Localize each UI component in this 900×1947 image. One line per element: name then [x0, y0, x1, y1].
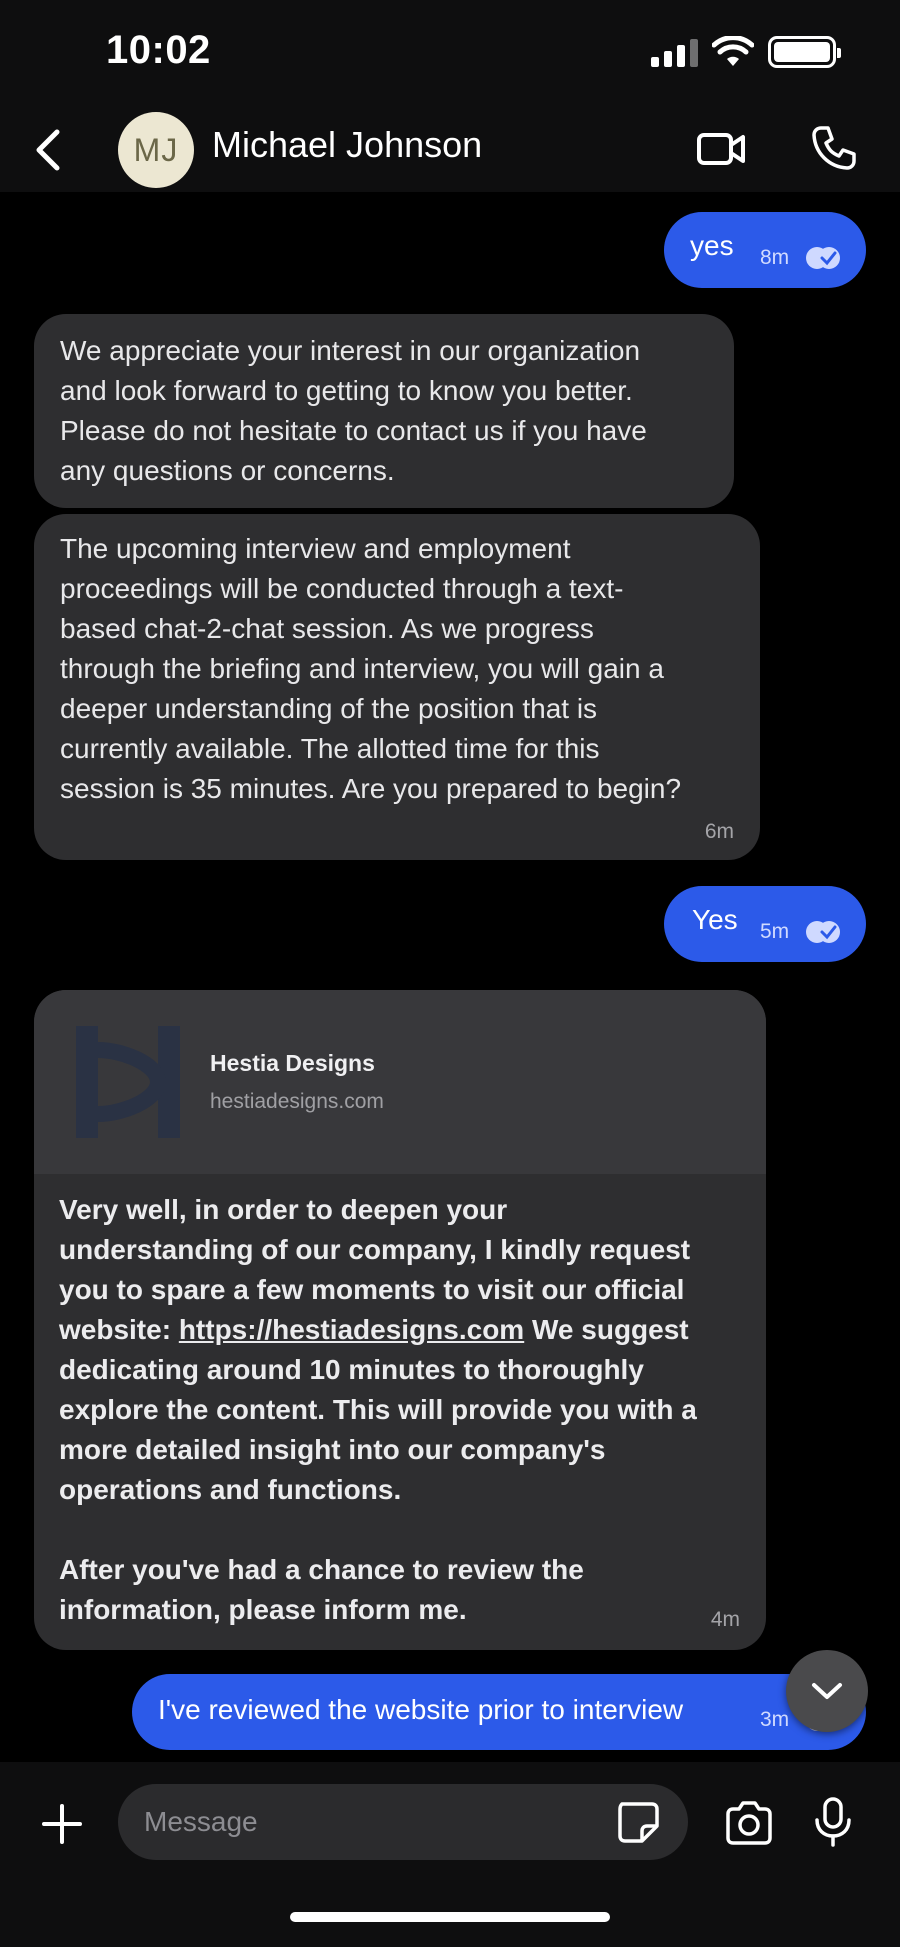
- chat-header: [0, 106, 900, 192]
- message-timestamp: 5m: [760, 920, 790, 943]
- status-icons: [651, 36, 836, 68]
- message-timestamp: 3m: [760, 1708, 790, 1731]
- phone-icon: [811, 125, 857, 171]
- back-button[interactable]: [22, 122, 72, 178]
- sticker-icon[interactable]: [614, 1798, 662, 1846]
- website-link[interactable]: https://hestiadesigns.com: [178, 1314, 525, 1345]
- chevron-left-icon: [33, 128, 61, 172]
- incoming-message[interactable]: [34, 514, 760, 860]
- message-timestamp: 8m: [760, 246, 790, 269]
- message-composer: [0, 1762, 900, 1947]
- avatar[interactable]: MJ: [118, 112, 194, 188]
- outgoing-message[interactable]: [132, 1674, 866, 1750]
- message-text-before-link: Very well, in order to deepen your understanding of our company, I kindly request you to spare a few moments to visit our official website:: [59, 1194, 691, 1345]
- status-bar: [0, 0, 900, 106]
- message-timestamp: 6m: [704, 820, 734, 843]
- video-camera-icon: [696, 130, 746, 168]
- message-timestamp: 4m: [710, 1608, 740, 1631]
- message-text-after-link: We suggest dedicating around 10 minutes to thoroughly explore the content. This will provide you with a more detailed insight into our company's operations and functions. After you've had a chance to review the information, please inform me.: [59, 1314, 697, 1625]
- link-preview[interactable]: [34, 990, 766, 1174]
- read-receipt-icon: [804, 920, 842, 944]
- contact-name[interactable]: Michael Johnson: [212, 124, 483, 165]
- plus-icon[interactable]: [40, 1802, 84, 1846]
- home-indicator: [290, 1912, 610, 1922]
- microphone-icon[interactable]: [812, 1796, 854, 1848]
- chevron-down-icon: [810, 1680, 844, 1702]
- message-text: We appreciate your interest in our organization and look forward to getting to know you better. Please do not hesitate to contact us if you have any questions or concerns.: [60, 335, 647, 486]
- hestia-logo-icon: [62, 1020, 194, 1144]
- voice-call-button[interactable]: [806, 120, 862, 176]
- incoming-message-with-link[interactable]: [34, 990, 766, 1650]
- cellular-signal-icon: [651, 37, 698, 67]
- outgoing-message[interactable]: [664, 212, 866, 288]
- message-text: I've reviewed the website prior to interview: [158, 1694, 684, 1725]
- wifi-icon: [712, 36, 754, 68]
- outgoing-message[interactable]: [664, 886, 866, 962]
- message-text: Yes: [692, 904, 738, 935]
- status-time: 10:02: [106, 28, 211, 72]
- battery-icon: [768, 36, 836, 68]
- video-call-button[interactable]: [694, 122, 748, 176]
- message-input[interactable]: [118, 1784, 688, 1860]
- message-text: yes: [690, 230, 734, 261]
- message-text: [59, 1190, 749, 1630]
- scroll-to-bottom-button[interactable]: [786, 1650, 868, 1732]
- camera-icon[interactable]: [724, 1800, 774, 1846]
- message-text: The upcoming interview and employment proceedings will be conducted through a text- based chat-2-chat session. As we progress through the briefing and interview, you will gain a deeper understanding of the position that is currently available. The allotted time for this session is 35 minutes. Are you prepared to begin?: [60, 533, 682, 804]
- incoming-message[interactable]: [34, 314, 734, 508]
- read-receipt-icon: [804, 246, 842, 270]
- link-preview-domain: hestiadesigns.com: [210, 1090, 384, 1113]
- link-preview-title: Hestia Designs: [210, 1050, 375, 1076]
